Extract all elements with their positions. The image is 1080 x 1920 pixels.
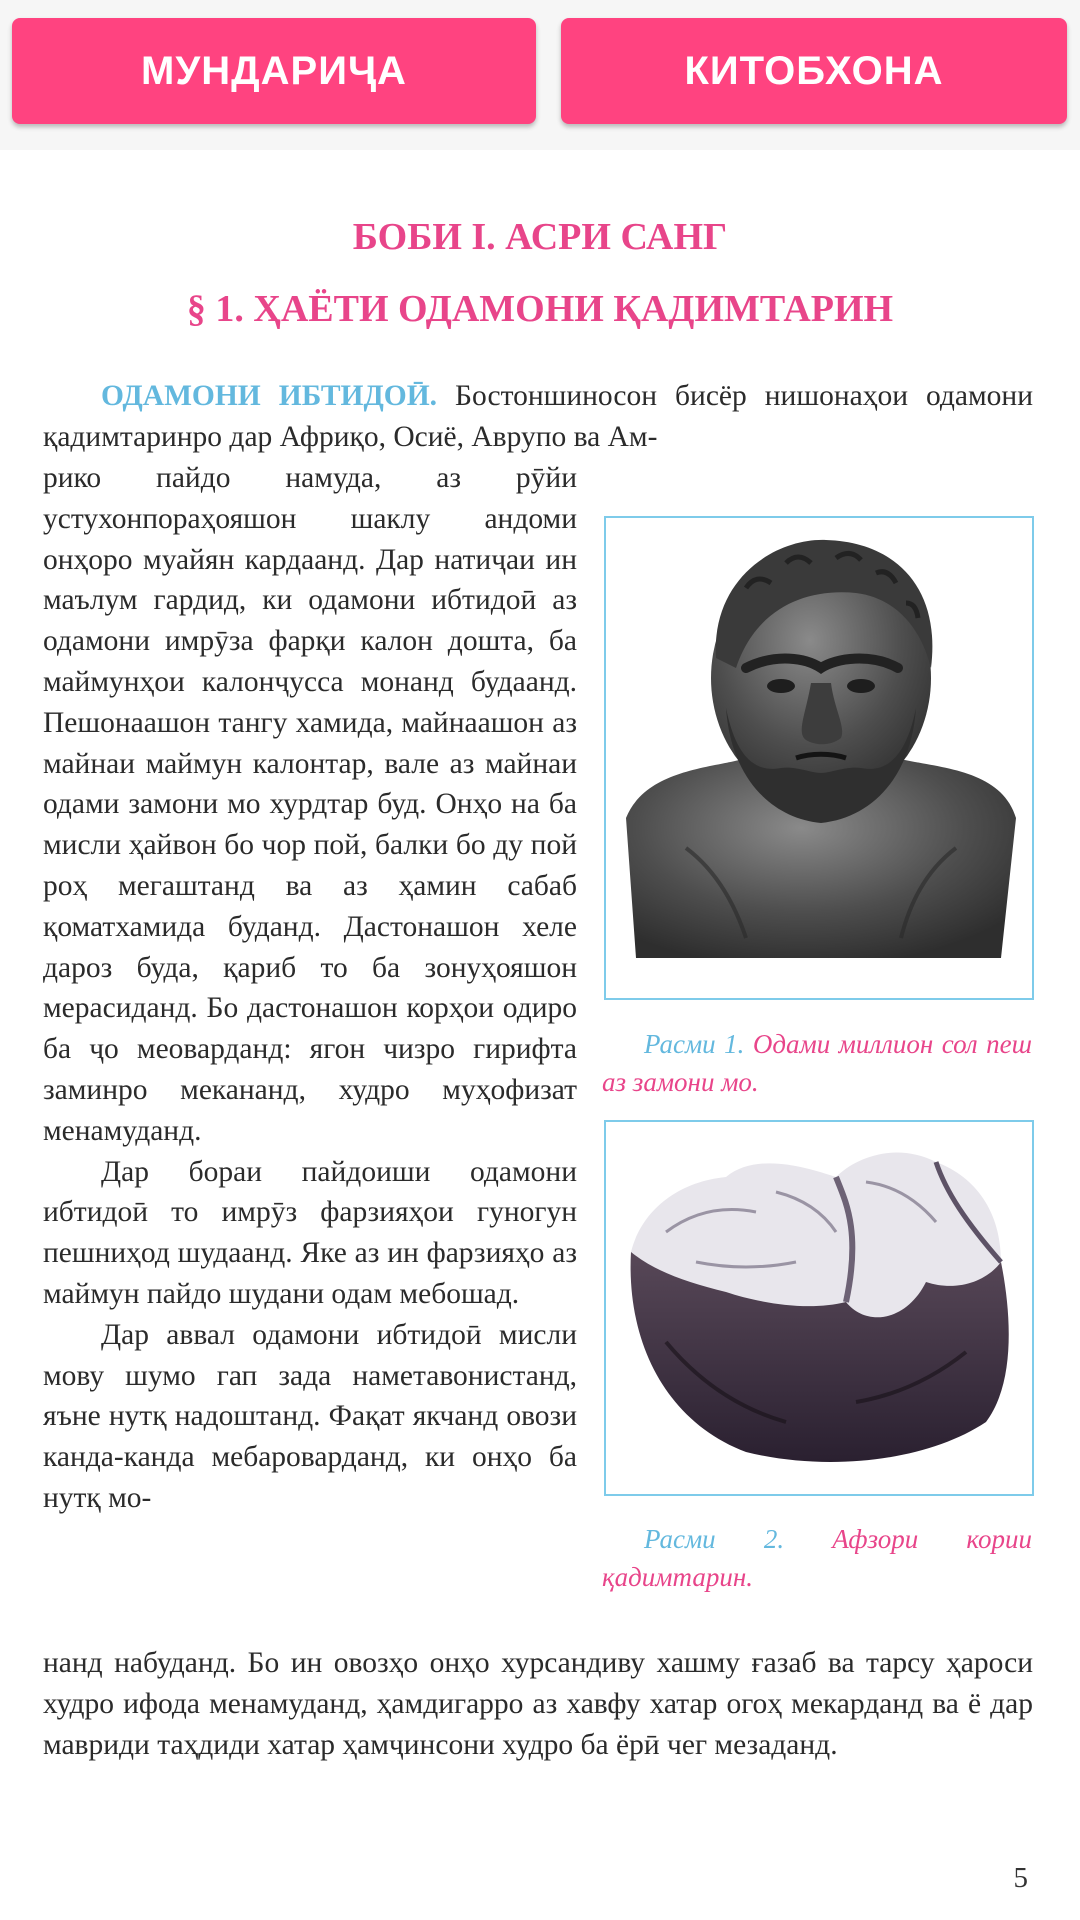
book-page [0, 150, 1080, 1920]
figure-2-caption [602, 1520, 1032, 1596]
page-number: 5 [1013, 1862, 1028, 1894]
stone-tool-illustration [606, 1122, 1032, 1494]
figure-1-caption-text: Одами миллион сол пеш аз замони мо. [602, 1029, 1032, 1097]
paragraph-1-continued: рико пайдо намуда, аз рӯйи устухонпораҳояшон шаклу андоми онҳоро муайян кардаанд. Дар натиҷаи ин маълум гардид, ки одамони ибтидоӣ аз одамони имрӯза фарқи калон дошта, ба маймунҳои калонҷусса монанд будаанд. Пешонаашон тангу хамида, майнаашон аз майнаи маймун калонтар, вале аз майнаи одами замони мо хурдтар буд. Онҳо на ба мисли ҳайвон бо чор пой, балки бо ду пой роҳ мегаштанд ва аз ҳамин сабаб қоматхамида буданд. Дастонашон хеле дароз буда, қариб то ба зонуҳояшон мерасиданд. Бо дастонашон корҳои одиро ба ҷо меоварданд: ягон чизро гирифта заминро мекананд, худро муҳофизат менамуданд. [43, 462, 577, 1147]
paragraph-intro [43, 376, 1033, 458]
paragraph-3: Дар аввал одамони ибтидоӣ мисли мову шумо гап зада наметавонистанд, яъне нутқ надоштанд. Фақат якчанд овози канда-канда мебароварданд, ки онҳо ба нутқ мо- [43, 1318, 577, 1514]
contents-button[interactable]: МУНДАРИҶА [12, 18, 536, 124]
figure-1-label: Расми 1. [644, 1029, 745, 1059]
figure-ancient-man-bust [604, 516, 1034, 1000]
bust-illustration [606, 518, 1032, 998]
figure-ancient-tool [604, 1120, 1034, 1496]
paragraph-intro-text: Бостоншиносон бисёр нишонаҳои одамони қадимтаринро дар Африқо, Осиё, Аврупо ва Ам- [43, 380, 1033, 453]
figure-2-caption-text: Афзори кории қадимтарин. [602, 1524, 1032, 1592]
section-title: § 1. ҲАЁТИ ОДАМОНИ ҚАДИМТАРИН [186, 288, 894, 330]
paragraph-3-continued: нанд набуданд. Бо ин овозҳо онҳо хурсандиву хашму ғазаб ва тарсу ҳароси худро ифода менамуданд, ҳамдигарро аз хавфу хатар огоҳ мекарданд ва ё дар мавриди таҳдиди хатар ҳамҷинсони худро ба ёрӣ чег мезаданд. [43, 1647, 1033, 1761]
figure-2-label: Расми 2. [644, 1524, 785, 1554]
paragraph-2: Дар бораи пайдоиши одамони ибтидоӣ то имрӯз фарзияҳои гуногун пешниҳод шудаанд. Яке аз ин фарзияҳо аз маймун пайдо шудани одам мебошад. [43, 1155, 577, 1310]
text-column [43, 458, 577, 1519]
figure-1-caption [602, 1025, 1032, 1101]
chapter-title: БОБИ I. АСРИ САНГ [352, 216, 728, 258]
top-nav-bar [0, 0, 1080, 150]
lead-word: ОДАМОНИ ИБТИДОӢ. [101, 380, 438, 412]
library-button[interactable]: КИТОБХОНА [561, 18, 1067, 124]
